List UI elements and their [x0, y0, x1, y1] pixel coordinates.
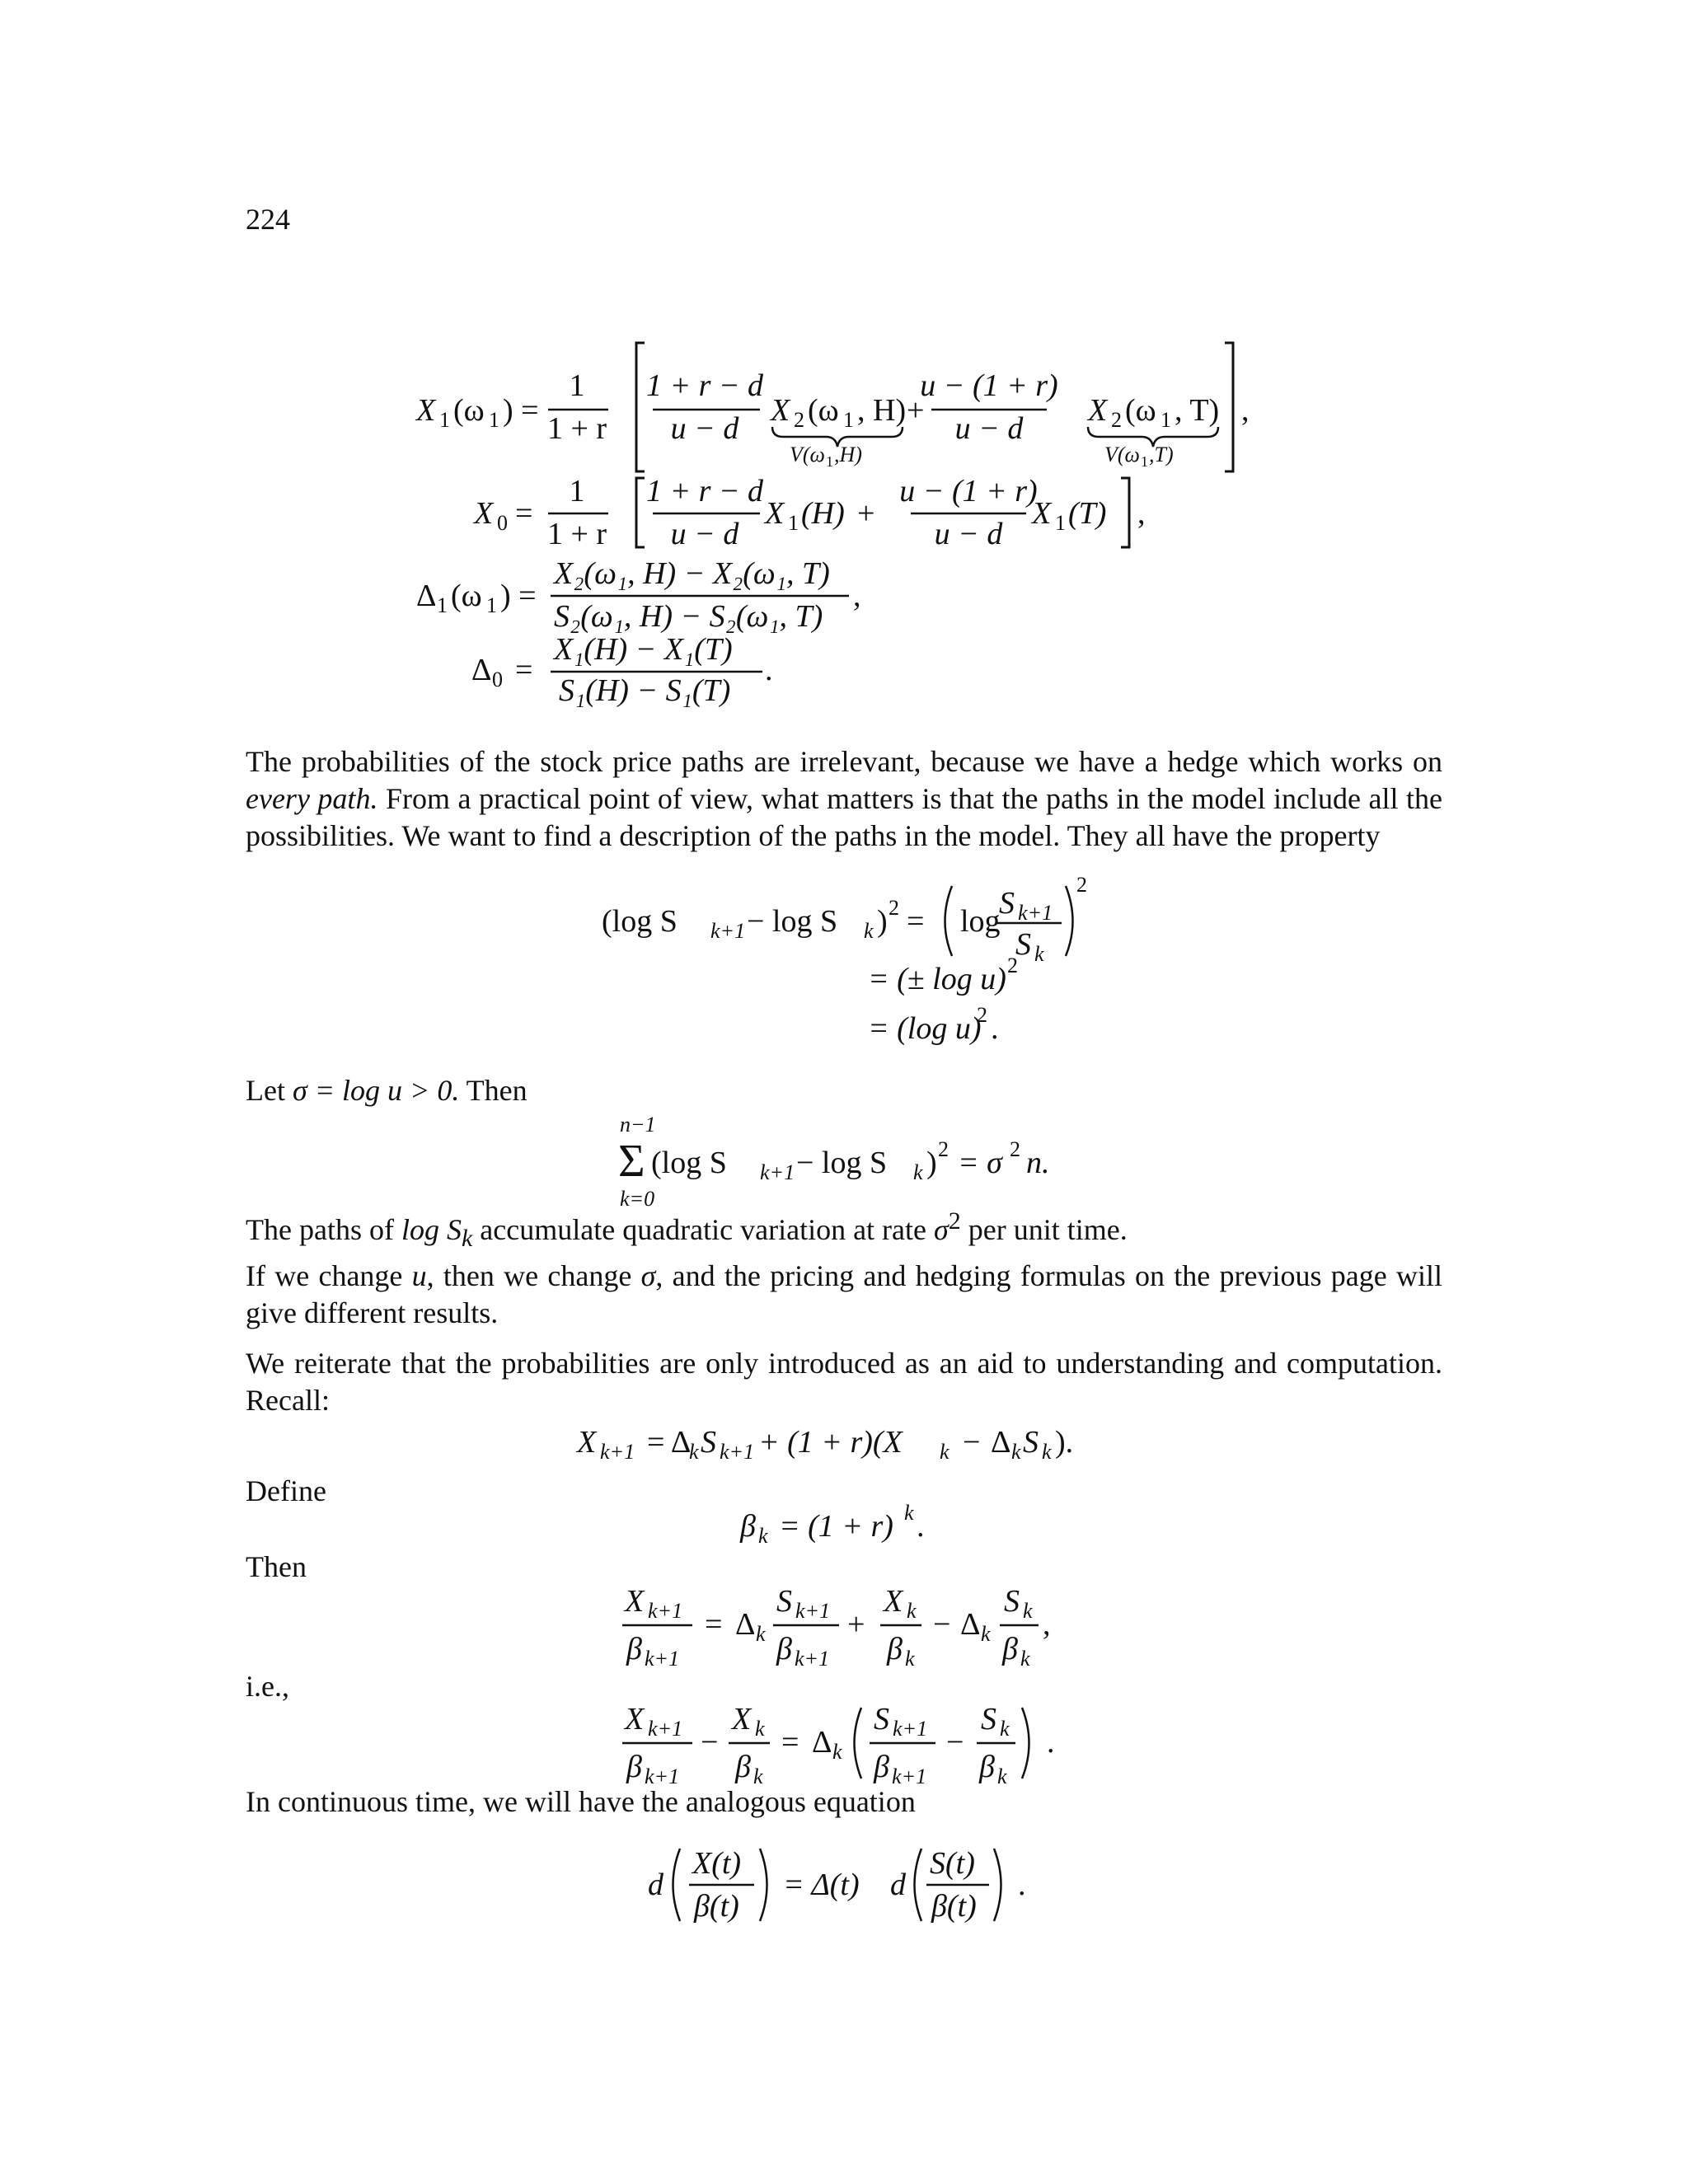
log-equation-svg — [0, 874, 1688, 1059]
svg-text:k: k — [758, 1524, 768, 1548]
svg-text:X(t): X(t) — [692, 1846, 742, 1881]
svg-text:β: β — [735, 1750, 751, 1784]
svg-text:β: β — [626, 1750, 642, 1784]
svg-text:,H): ,H) — [834, 443, 862, 466]
svg-text:=: = — [705, 1607, 723, 1642]
svg-text:1 + r − d: 1 + r − d — [645, 368, 764, 403]
hedging-equations-svg — [0, 330, 1688, 742]
svg-text:1: 1 — [1160, 408, 1171, 432]
svg-text:2: 2 — [794, 408, 804, 432]
discounted-equation-svg — [0, 1578, 1688, 1669]
svg-text:β: β — [626, 1632, 642, 1666]
svg-text:Σ: Σ — [618, 1136, 645, 1187]
svg-text:1: 1 — [486, 593, 497, 617]
ie-label: i.e., — [246, 1670, 289, 1703]
svg-text:=: = — [907, 904, 925, 939]
svg-text:d: d — [890, 1868, 906, 1902]
svg-text:(log S: (log S — [651, 1146, 727, 1180]
svg-text:− log S: − log S — [747, 904, 838, 939]
svg-text:V(ω: V(ω — [790, 443, 825, 466]
svg-text:S: S — [776, 1584, 792, 1619]
svg-text:+ (1 + r)(X: + (1 + r)(X — [758, 1425, 903, 1460]
svg-text:Δ: Δ — [735, 1607, 756, 1642]
svg-text:S: S — [701, 1425, 716, 1460]
svg-text:k=0: k=0 — [620, 1187, 655, 1211]
paragraph-probabilities: The probabilities of the stock price paths are irrelevant, because we have a hedge which works on every path. From a practical point of view, what matters is that the paths in the model include all the possibilities. We want to find a description of the paths in the model. They all have the property — [246, 745, 1442, 852]
svg-text:X: X — [474, 496, 494, 531]
svg-text:k: k — [864, 919, 874, 943]
svg-text:k+1: k+1 — [645, 1765, 680, 1787]
svg-text:): ) — [926, 1146, 937, 1180]
svg-text:2: 2 — [1111, 408, 1122, 432]
svg-text:β: β — [776, 1632, 792, 1666]
svg-text:k: k — [1023, 1599, 1033, 1623]
svg-text:.: . — [917, 1509, 925, 1544]
svg-text:(ω: (ω — [1125, 393, 1156, 428]
svg-text:Δ: Δ — [471, 653, 492, 687]
svg-text:+: + — [847, 1607, 865, 1642]
svg-text:1: 1 — [569, 368, 585, 403]
svg-text:1: 1 — [439, 408, 450, 432]
beta-definition-svg — [0, 1500, 1688, 1549]
recurrence-equation-svg — [0, 1418, 1688, 1467]
svg-text:k+1: k+1 — [892, 1765, 927, 1787]
svg-text:1 + r − d: 1 + r − d — [645, 474, 764, 509]
svg-text:(log S: (log S — [602, 904, 678, 939]
svg-text:, T): , T) — [1175, 393, 1220, 428]
emphasis-every-path: every path. — [246, 782, 378, 815]
svg-text:(ω: (ω — [453, 393, 485, 428]
svg-text:): ) — [877, 904, 888, 939]
svg-text:k: k — [913, 1160, 923, 1184]
svg-text:k: k — [756, 1622, 766, 1646]
svg-text:k+1: k+1 — [600, 1440, 635, 1464]
svg-text:) =: ) = — [500, 579, 537, 613]
svg-text:−: − — [946, 1725, 964, 1760]
svg-text:1: 1 — [788, 511, 799, 535]
sum-equation — [0, 1108, 1688, 1216]
svg-text:1 + r: 1 + r — [546, 411, 607, 446]
svg-text:n.: n. — [1026, 1146, 1050, 1180]
svg-text:Δ: Δ — [960, 1607, 981, 1642]
svg-text:= (± log u): = (± log u) — [868, 962, 1006, 996]
svg-text:,: , — [1241, 393, 1250, 428]
svg-text:,: , — [1043, 1607, 1051, 1642]
svg-text:X: X — [625, 1584, 645, 1619]
svg-text:β: β — [1002, 1632, 1018, 1666]
svg-text:=: = — [515, 653, 533, 687]
svg-text:S: S — [1015, 927, 1031, 962]
svg-text:S(t): S(t) — [930, 1846, 975, 1881]
svg-text:β(t): β(t) — [931, 1889, 977, 1924]
svg-text:−: − — [701, 1725, 719, 1760]
svg-text:k+1: k+1 — [1018, 901, 1053, 925]
svg-text:k+1: k+1 — [795, 1647, 830, 1669]
svg-text:β: β — [740, 1509, 756, 1544]
svg-text:0: 0 — [492, 668, 503, 691]
svg-text:1: 1 — [826, 453, 833, 470]
svg-text:u − d: u − d — [670, 517, 739, 551]
svg-text:=: = — [515, 496, 533, 531]
svg-text:β: β — [979, 1750, 995, 1784]
paths-accumulate-text: The paths of $\log S_k$ accumulate quadratic variation at rate $\sigma^2$ per unit time. — [246, 1207, 1128, 1253]
svg-text:u − d: u − d — [670, 411, 739, 446]
svg-text:β: β — [874, 1750, 889, 1784]
svg-text:1: 1 — [1055, 511, 1066, 535]
recurrence-equation — [0, 1418, 1688, 1467]
svg-text:k+1: k+1 — [648, 1717, 683, 1741]
svg-text:−: − — [963, 1425, 981, 1460]
svg-text:k+1: k+1 — [645, 1647, 680, 1669]
paragraph-change-u: If we change u, then we change σ, and the pricing and hedging formulas on the previous page will give different results. — [246, 1259, 1442, 1329]
svg-text:.: . — [765, 653, 773, 687]
svg-text:u − (1 + r): u − (1 + r) — [920, 368, 1058, 403]
svg-text:k: k — [753, 1765, 763, 1787]
sum-equation-svg — [0, 1108, 1688, 1216]
svg-text:k: k — [689, 1440, 699, 1464]
svg-text:u − (1 + r): u − (1 + r) — [899, 474, 1038, 509]
svg-text:1: 1 — [569, 474, 585, 509]
svg-text:= σ: = σ — [958, 1146, 1002, 1180]
svg-text:(H): (H) — [801, 496, 845, 531]
svg-text:(ω: (ω — [808, 393, 839, 428]
svg-text:S: S — [981, 1702, 996, 1736]
svg-text:X: X — [732, 1702, 752, 1736]
svg-text:k: k — [1042, 1440, 1052, 1464]
svg-text:X: X — [577, 1425, 597, 1460]
svg-text:2: 2 — [1076, 874, 1087, 897]
svg-text:k: k — [1000, 1717, 1010, 1741]
svg-text:k: k — [904, 1501, 914, 1525]
svg-text:u − d: u − d — [934, 517, 1003, 551]
svg-text:Δ: Δ — [812, 1725, 832, 1760]
log-equation — [0, 874, 1688, 1059]
svg-text:X: X — [1088, 393, 1108, 428]
svg-text:k: k — [755, 1717, 765, 1741]
svg-text:=: = — [781, 1725, 799, 1760]
svg-text:S₁(H) − S₁(T): S₁(H) − S₁(T) — [559, 673, 731, 708]
svg-text:k+1: k+1 — [710, 919, 746, 943]
svg-text:k: k — [907, 1599, 917, 1623]
svg-text:k+1: k+1 — [795, 1599, 831, 1623]
svg-text:k+1: k+1 — [760, 1160, 795, 1184]
svg-text:X₁(H) − X₁(T): X₁(H) − X₁(T) — [554, 632, 733, 667]
svg-text:u − d: u − d — [954, 411, 1024, 446]
svg-text:− log S: − log S — [796, 1146, 888, 1180]
continuous-time-text: In continuous time, we will have the analogous equation — [246, 1785, 916, 1818]
define-label: Define — [246, 1474, 326, 1507]
svg-text:= Δ: = Δ — [647, 1425, 692, 1460]
svg-text:k: k — [997, 1765, 1007, 1787]
svg-text:X: X — [884, 1584, 903, 1619]
discounted-equation — [0, 1578, 1688, 1669]
svg-text:X: X — [416, 393, 436, 428]
svg-text:β: β — [887, 1632, 903, 1666]
svg-text:β(t): β(t) — [694, 1889, 739, 1924]
svg-text:= (1 + r): = (1 + r) — [779, 1509, 893, 1544]
svg-text:k+1: k+1 — [648, 1599, 683, 1623]
svg-text:k: k — [832, 1740, 842, 1764]
svg-text:S: S — [1023, 1425, 1039, 1460]
svg-text:X: X — [765, 496, 785, 531]
svg-text:,: , — [853, 579, 861, 613]
svg-text:,: , — [1137, 496, 1146, 531]
svg-text:X₂(ω₁, H) − X₂(ω₁, T): X₂(ω₁, H) − X₂(ω₁, T) — [554, 556, 830, 591]
svg-text:X: X — [1032, 496, 1052, 531]
let-sigma-text: Let σ = log u > 0. Then — [246, 1074, 528, 1107]
svg-text:k+1: k+1 — [720, 1440, 755, 1464]
svg-text:k+1: k+1 — [893, 1717, 928, 1741]
svg-text:+: + — [857, 496, 875, 531]
paragraph-reiterate: We reiterate that the probabilities are only introduced as an aid to understanding and computation. Recall: — [246, 1347, 1442, 1417]
svg-text:Δ: Δ — [991, 1425, 1011, 1460]
svg-text:.: . — [1018, 1868, 1026, 1902]
svg-text:n−1: n−1 — [620, 1113, 656, 1137]
svg-text:k: k — [981, 1622, 991, 1646]
svg-text:.: . — [1047, 1725, 1055, 1760]
svg-text:1 + r: 1 + r — [546, 517, 607, 551]
svg-text:, H): , H) — [857, 393, 907, 428]
svg-text:1: 1 — [437, 593, 448, 617]
svg-text:,T): ,T) — [1149, 443, 1174, 466]
svg-text:log: log — [960, 904, 1001, 939]
svg-text:2: 2 — [1010, 1137, 1020, 1161]
discounted-difference — [0, 1696, 1688, 1787]
svg-text:S: S — [874, 1702, 889, 1736]
svg-text:k: k — [1034, 942, 1044, 966]
svg-text:V(ω: V(ω — [1104, 443, 1140, 466]
svg-text:1: 1 — [843, 408, 854, 432]
svg-text:X: X — [771, 393, 790, 428]
svg-text:2: 2 — [889, 896, 899, 920]
svg-text:.: . — [991, 1011, 999, 1046]
svg-text:k: k — [1011, 1440, 1021, 1464]
then-label: Then — [246, 1550, 307, 1583]
svg-text:0: 0 — [497, 511, 508, 535]
svg-text:−: − — [933, 1607, 951, 1642]
svg-text:S: S — [1004, 1584, 1020, 1619]
svg-text:k: k — [905, 1647, 915, 1669]
svg-text:(ω: (ω — [451, 579, 482, 613]
beta-definition — [0, 1500, 1688, 1549]
hedging-equations — [0, 330, 1688, 742]
svg-text:X: X — [625, 1702, 645, 1736]
svg-text:S: S — [999, 886, 1015, 921]
continuous-equation — [0, 1834, 1688, 1933]
svg-text:= Δ(t): = Δ(t) — [783, 1868, 860, 1902]
svg-text:).: ). — [1055, 1425, 1074, 1460]
svg-text:d: d — [648, 1868, 663, 1902]
svg-text:1: 1 — [1141, 453, 1148, 470]
svg-text:2: 2 — [1007, 954, 1018, 977]
svg-text:2: 2 — [977, 1003, 987, 1027]
continuous-equation-svg — [0, 1834, 1688, 1933]
svg-text:+: + — [907, 393, 925, 428]
svg-text:) =: ) = — [503, 393, 539, 428]
svg-text:2: 2 — [938, 1137, 949, 1161]
discounted-difference-svg — [0, 1696, 1688, 1787]
svg-text:Δ: Δ — [416, 579, 437, 613]
page-number: 224 — [246, 203, 290, 236]
svg-text:S₂(ω₁, H) − S₂(ω₁, T): S₂(ω₁, H) − S₂(ω₁, T) — [554, 599, 823, 634]
svg-text:= (log u): = (log u) — [868, 1011, 982, 1046]
svg-text:k: k — [1020, 1647, 1030, 1669]
svg-text:(T): (T) — [1068, 496, 1107, 531]
svg-text:1: 1 — [489, 408, 499, 432]
svg-text:k: k — [940, 1440, 950, 1464]
